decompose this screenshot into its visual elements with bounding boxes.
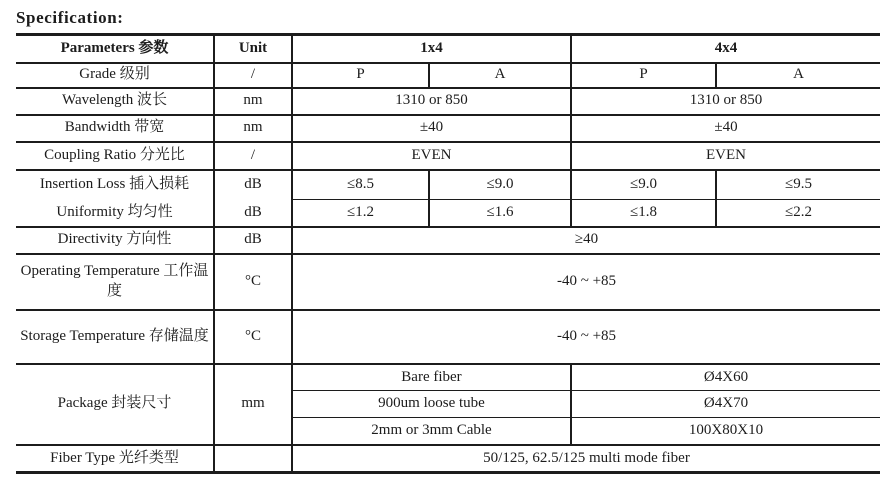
header-config-4x4: 4x4 [571,35,880,63]
header-unit: Unit [214,35,292,63]
row-package-bare-fiber [16,364,880,391]
row-directivity [16,227,880,254]
operating-temperature-unit: °C [214,254,292,310]
package-label: Package 封装尺寸 [16,364,214,445]
uniformity-1x4-p: ≤1.2 [292,200,429,227]
fiber-type-unit [214,445,292,473]
row-fiber-type [16,445,880,473]
package-unit: mm [214,364,292,445]
grade-1x4-p: P [292,63,429,88]
package-type-loose-tube: 900um loose tube [292,391,571,418]
row-operating-temperature [16,254,880,310]
row-wavelength [16,88,880,115]
package-size-loose-tube: Ø4X70 [571,391,880,418]
row-grade [16,63,880,88]
insertion-loss-label: Insertion Loss 插入损耗 [39,176,190,193]
coupling-ratio-value-1x4: EVEN [292,142,571,170]
uniformity-unit: dB [214,200,292,227]
operating-temperature-value: -40 ~ +85 [292,254,880,310]
grade-unit: / [214,63,292,88]
row-uniformity [16,200,880,227]
bandwidth-unit: nm [214,115,292,142]
bandwidth-label: Bandwidth 带宽 [16,115,214,142]
coupling-ratio-label: Coupling Ratio 分光比 [16,142,214,170]
row-coupling-ratio [16,142,880,170]
uniformity-1x4-a: ≤1.6 [429,200,571,227]
wavelength-label: Wavelength 波长 [16,88,214,115]
coupling-ratio-value-4x4: EVEN [571,142,880,170]
package-size-cable: 100X80X10 [571,418,880,445]
coupling-ratio-unit: / [214,142,292,170]
grade-4x4-a: A [716,63,880,88]
uniformity-label: Uniformity 均匀性 [16,200,214,227]
row-bandwidth [16,115,880,142]
wavelength-unit: nm [214,88,292,115]
directivity-value: ≥40 [292,227,880,254]
uniformity-4x4-p: ≤1.8 [571,200,716,227]
uniformity-4x4-a: ≤2.2 [716,200,880,227]
row-insertion-loss [16,170,880,200]
wavelength-value-1x4: 1310 or 850 [292,88,571,115]
page-title: Specification: [16,8,124,27]
directivity-unit: dB [214,227,292,254]
grade-1x4-a: A [429,63,571,88]
bandwidth-value-4x4: ±40 [571,115,880,142]
insertion-loss-4x4-a: ≤9.5 [716,170,880,200]
spec-table [16,33,880,474]
header-config-1x4: 1x4 [292,35,571,63]
wavelength-value-4x4: 1310 or 850 [571,88,880,115]
storage-temperature-label: Storage Temperature 存储温度 [16,310,214,364]
package-size-bare-fiber: Ø4X60 [571,364,880,391]
row-storage-temperature [16,310,880,364]
bandwidth-value-1x4: ±40 [292,115,571,142]
directivity-label: Directivity 方向性 [16,227,214,254]
grade-label: Grade 级别 [16,63,214,88]
package-type-cable: 2mm or 3mm Cable [292,418,571,445]
operating-temperature-label: Operating Temperature 工作温度 [16,254,214,310]
package-type-bare-fiber: Bare fiber [292,364,571,391]
storage-temperature-value: -40 ~ +85 [292,310,880,364]
storage-temperature-unit: °C [214,310,292,364]
insertion-loss-1x4-p: ≤8.5 [292,170,429,200]
insertion-loss-1x4-a: ≤9.0 [429,170,571,200]
grade-4x4-p: P [571,63,716,88]
header-parameters: Parameters 参数 [16,35,214,63]
insertion-loss-4x4-p: ≤9.0 [571,170,716,200]
table-header-row [16,35,880,63]
insertion-loss-unit: dB [214,170,292,200]
fiber-type-value: 50/125, 62.5/125 multi mode fiber [292,445,880,473]
fiber-type-label: Fiber Type 光纤类型 [16,445,214,473]
